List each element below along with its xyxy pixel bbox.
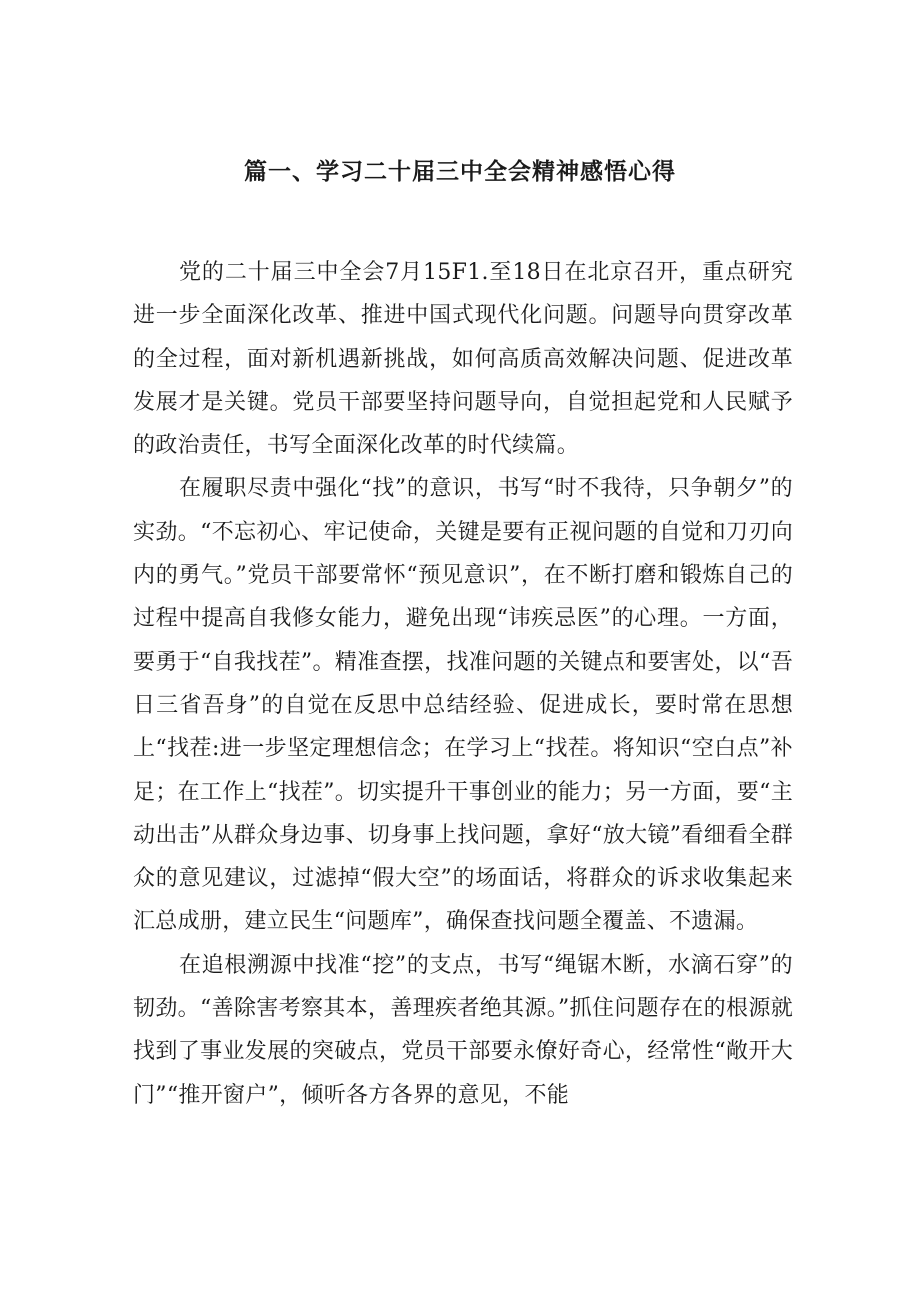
document-body [133, 251, 793, 1117]
paragraph-find: 在履职尽责中强化“找”的意识，书写“时不我待，只争朝夕”的实劲。“不忘初心、牢记使命，关键是要有正视问题的自觉和刀刃向内的勇气。”党员干部要常怀“预见意识”，在不断打磨和锻炼自己的过程中提高自我修女能力，避免出现“讳疾忌医”的心理。一方面，要勇于“自我找茬”。精准查摆，找准问题的关键点和要害处，以“吾日三省吾身”的自觉在反思中总结经验、促进成长，要时常在思想上“找茬:进一步坚定理想信念；在学习上“找茬。将知识“空白点”补足；在工作上“找茬”。切实提升干事创业的能力；另一方面，要“主动出击”从群众身边事、切身事上找问题，拿好“放大镜”看细看全群众的意见建议，过滤掉“假大空”的场面话，将群众的诉求收集起来汇总成册，建立民生“问题库”，确保查找问题全覆盖、不遗漏。 [133, 476, 793, 935]
paragraph-intro: 党的二十届三中全会7月15F1.至18日在北京召开，重点研究进一步全面深化改革、推进中国式现代化问题。问题导向贯穿改革的全过程，面对新机遇新挑战，如何高质高效解决问题、促进改革发展才是关键。党员干部要坚持问题导向，自觉担起党和人民赋予的政治责任，书写全面深化改革的时代续篇。 [133, 260, 793, 459]
paragraph-dig: 在追根溯源中找准“挖”的支点，书写“绳锯木断，水滴石穿”的韧劲。“善除害考察其本，善理疾者绝其源。”抓住问题存在的根源就找到了事业发展的突破点，党员干部要永僚好奇心，经常性“敞开大门”“推开窗户”，倾听各方各界的意见，不能 [133, 952, 793, 1108]
document-title: 篇一、学习二十届三中全会精神感悟心得 [244, 159, 676, 185]
